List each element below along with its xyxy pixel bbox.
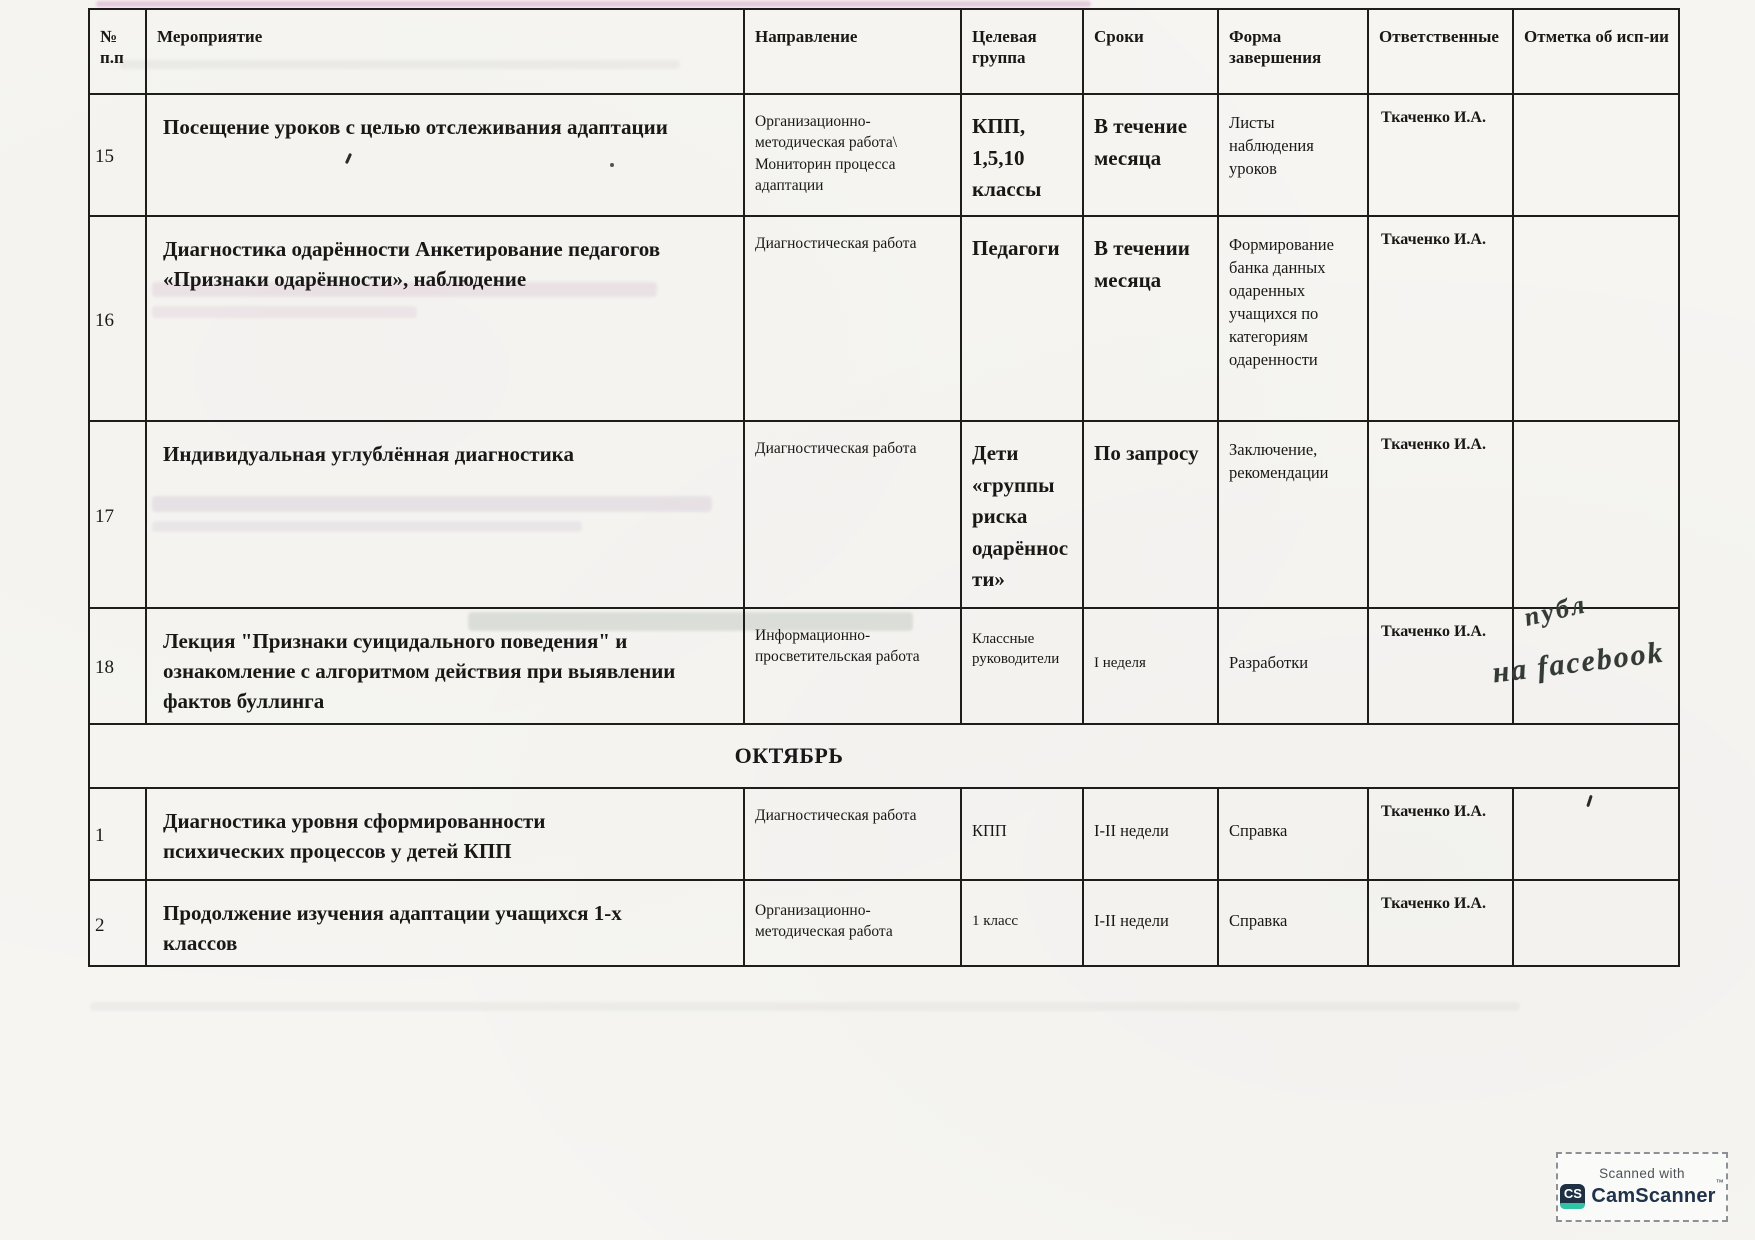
direction-cell: Организационно-методическая работа\ Мониторин процесса адаптации xyxy=(745,95,962,217)
row-number: 18 xyxy=(90,609,147,725)
responsible-cell: Ткаченко И.А. xyxy=(1369,609,1514,725)
responsible-cell: Ткаченко И.А. xyxy=(1369,95,1514,217)
event-text: Лекция "Признаки суицидального поведения" и ознакомление с алгоритмом действия при выявлении фактов буллинга xyxy=(163,629,676,713)
camscanner-logo-text: CS xyxy=(1563,1185,1582,1201)
col-header-num: № п.п xyxy=(90,10,147,95)
mark-cell xyxy=(1514,217,1680,422)
row-number: 2 xyxy=(90,881,147,967)
form-cell: Формирование банка данных одаренных учащихся по категориям одаренности xyxy=(1219,217,1369,422)
bleed-through-smudge xyxy=(96,1,1091,7)
col-header-direction: Направление xyxy=(745,10,962,95)
event-cell xyxy=(147,217,745,422)
mark-cell xyxy=(1514,881,1680,967)
camscanner-name: CamScanner xyxy=(1591,1184,1716,1207)
form-cell: Справка xyxy=(1219,789,1369,881)
event-cell xyxy=(147,609,745,725)
camscanner-badge xyxy=(1556,1152,1728,1222)
direction-cell: Диагностическая работа xyxy=(745,422,962,609)
mark-cell xyxy=(1514,95,1680,217)
time-cell: В течении месяца xyxy=(1084,217,1219,422)
trademark-symbol: ™ xyxy=(1715,1177,1724,1187)
event-cell xyxy=(147,881,745,967)
event-text: Диагностика одарённости Анкетирование педагогов «Признаки одарённости», наблюдение xyxy=(163,237,661,291)
col-header-target-group: Целевая группа xyxy=(962,10,1084,95)
event-cell xyxy=(147,95,745,217)
mark-cell xyxy=(1514,789,1680,881)
event-text: Продолжение изучения адаптации учащихся 1-х классов xyxy=(163,901,622,955)
form-cell: Листы наблюдения уроков xyxy=(1219,95,1369,217)
camscanner-logo-swoosh xyxy=(1560,1203,1585,1209)
direction-cell: Диагностическая работа xyxy=(745,217,962,422)
form-cell: Заключение, рекомендации xyxy=(1219,422,1369,609)
time-cell: I-II недели xyxy=(1084,789,1219,881)
direction-cell: Информационно-просветительская работа xyxy=(745,609,962,725)
bleed-through-smudge xyxy=(90,1002,1520,1011)
time-cell: По запросу xyxy=(1084,422,1219,609)
work-plan-table xyxy=(88,8,1680,967)
stray-pen-mark xyxy=(610,163,614,167)
row-number: 16 xyxy=(90,217,147,422)
time-cell: I-II недели xyxy=(1084,881,1219,967)
time-cell: В течение месяца xyxy=(1084,95,1219,217)
event-cell xyxy=(147,789,745,881)
responsible-cell: Ткаченко И.А. xyxy=(1369,422,1514,609)
row-number: 1 xyxy=(90,789,147,881)
responsible-cell: Ткаченко И.А. xyxy=(1369,789,1514,881)
handwritten-note-line2: на facebook xyxy=(1490,635,1667,690)
responsible-cell: Ткаченко И.А. xyxy=(1369,881,1514,967)
target-group-cell: Дети «группы риска одарённости» xyxy=(962,422,1084,609)
direction-cell: Организационно-методическая работа xyxy=(745,881,962,967)
responsible-cell: Ткаченко И.А. xyxy=(1369,217,1514,422)
event-text: Индивидуальная углублённая диагностика xyxy=(163,442,574,466)
target-group-cell: Классные руководители xyxy=(962,609,1084,725)
camscanner-logo-icon xyxy=(1560,1184,1585,1209)
form-cell: Справка xyxy=(1219,881,1369,967)
month-section-title: ОКТЯБРЬ xyxy=(90,725,1680,789)
time-cell: I неделя xyxy=(1084,609,1219,725)
col-header-mark: Отметка об исп-ии xyxy=(1514,10,1680,95)
handwritten-note-line1: публ xyxy=(1521,589,1591,632)
event-cell xyxy=(147,422,745,609)
target-group-cell: Педагоги xyxy=(962,217,1084,422)
col-header-form: Форма завершения xyxy=(1219,10,1369,95)
mark-cell xyxy=(1514,422,1680,609)
target-group-cell: КПП, 1,5,10 классы xyxy=(962,95,1084,217)
target-group-cell: КПП xyxy=(962,789,1084,881)
target-group-cell: 1 класс xyxy=(962,881,1084,967)
event-text: Диагностика уровня сформированности психических процессов у детей КПП xyxy=(163,809,546,863)
col-header-responsible: Ответственные xyxy=(1369,10,1514,95)
scanned-with-label: Scanned with xyxy=(1599,1165,1685,1181)
form-cell: Разработки xyxy=(1219,609,1369,725)
direction-cell: Диагностическая работа xyxy=(745,789,962,881)
row-number: 15 xyxy=(90,95,147,217)
row-number: 17 xyxy=(90,422,147,609)
col-header-event: Мероприятие xyxy=(147,10,745,95)
col-header-time: Сроки xyxy=(1084,10,1219,95)
event-text: Посещение уроков с целью отслеживания адаптации xyxy=(163,115,668,139)
